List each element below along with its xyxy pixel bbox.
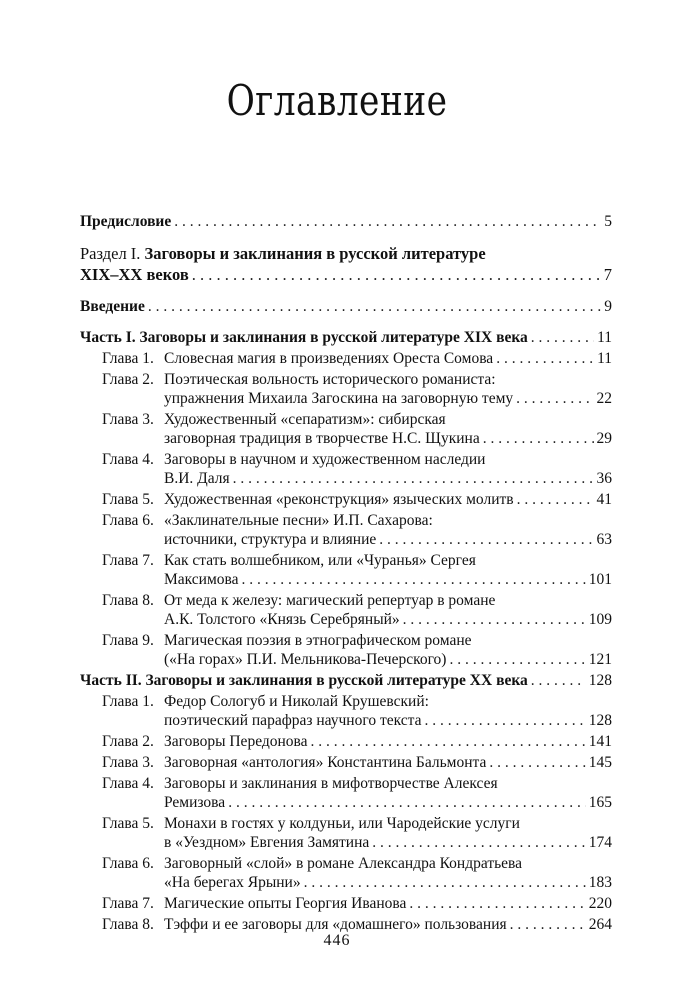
chapter-page: 145 [588, 754, 612, 771]
chapter-page: 11 [597, 350, 612, 367]
chapter-title-line2: Ремизова [164, 794, 226, 811]
leader-dots [174, 212, 601, 231]
chapter-page: 36 [596, 470, 612, 487]
toc-entry-preface[interactable] [80, 212, 612, 231]
leader-dots [449, 650, 585, 669]
chapter-number: Глава 9. [102, 632, 154, 649]
chapter-title-line1: Заговорная «антология» Константина Бальмонта [164, 754, 487, 771]
chapter-title-line2: упражнения Михаила Загоскина на заговорную тему [164, 390, 514, 407]
chapter-page: 29 [596, 430, 612, 447]
toc-chapter-entry[interactable] [80, 692, 612, 730]
section-title-line2: XIX–XX веков [80, 265, 189, 284]
chapter-title-line1: Заговоры Передонова [164, 733, 308, 750]
chapter-page: 109 [588, 611, 612, 628]
chapter-title-line1: Магические опыты Георгия Иванова [164, 895, 407, 912]
chapter-title-line1: Тэффи и ее заговоры для «домашнего» пользования [164, 916, 507, 933]
chapter-title-line2: в «Уездном» Евгения Замятина [164, 834, 370, 851]
chapter-title-line1: Заговорный «слой» в романе Александра Кондратьева [164, 855, 523, 872]
part-2-chapter-list [80, 692, 612, 934]
toc-chapter-entry[interactable] [80, 370, 612, 408]
leader-dots [311, 732, 586, 751]
toc-chapter-entry[interactable] [80, 732, 612, 751]
toc-entry-page: 7 [603, 265, 612, 284]
chapter-number: Глава 7. [102, 552, 154, 569]
chapter-title-line2: В.И. Даля [164, 470, 230, 487]
leader-dots [372, 833, 585, 852]
chapter-title-line2: «На берегах Ярыни» [164, 874, 301, 891]
leader-dots [489, 753, 585, 772]
toc-chapter-entry[interactable] [80, 591, 612, 629]
toc-entry-page: 5 [604, 213, 612, 230]
chapter-number: Глава 4. [102, 775, 154, 792]
chapter-page: 141 [588, 733, 612, 750]
toc-entry-part-1[interactable] [80, 328, 612, 347]
leader-dots [233, 469, 594, 488]
section-title-line1: Заговоры и заклинания в русской литературе [144, 244, 486, 263]
section-prefix: Раздел I. [80, 244, 145, 263]
leader-dots [424, 711, 585, 730]
leader-dots [228, 793, 586, 812]
chapter-title-line1: Как стать волшебником, или «Чуранья» Сергея [164, 552, 476, 569]
chapter-title-line1: «Заклинательные песни» И.П. Сахарова: [164, 512, 433, 529]
leader-dots [496, 349, 594, 368]
chapter-page: 128 [588, 712, 612, 729]
chapter-page: 63 [596, 531, 612, 548]
toc-entry-label: Предисловие [80, 213, 172, 230]
chapter-page: 165 [588, 794, 612, 811]
toc-chapter-entry[interactable] [80, 854, 612, 892]
chapter-number: Глава 8. [102, 916, 154, 933]
toc-chapter-entry[interactable] [80, 511, 612, 549]
toc-chapter-entry[interactable] [80, 551, 612, 589]
page-title: Оглавление [226, 76, 448, 125]
leader-dots [517, 490, 594, 509]
chapter-number: Глава 6. [102, 512, 154, 529]
chapter-title-line1: От меда к железу: магический репертуар в романе [164, 592, 496, 609]
chapter-page: 174 [588, 834, 612, 851]
toc-entry-introduction[interactable] [80, 297, 612, 316]
chapter-number: Глава 8. [102, 592, 154, 609]
chapter-title-line1: Художественная «реконструкция» языческих молитв [164, 491, 514, 508]
toc-chapter-entry[interactable] [80, 774, 612, 812]
chapter-number: Глава 5. [102, 491, 154, 508]
chapter-number: Глава 3. [102, 411, 154, 428]
chapter-page: 101 [588, 571, 612, 588]
chapter-number: Глава 6. [102, 855, 154, 872]
toc-entry-page: 11 [597, 329, 612, 346]
toc-chapter-entry[interactable] [80, 450, 612, 488]
leader-dots [242, 570, 586, 589]
chapter-title-line2: («На горах» П.И. Мельникова-Печерского) [164, 651, 447, 668]
toc-chapter-entry[interactable] [80, 410, 612, 448]
leader-dots [379, 530, 593, 549]
chapter-title-line2: поэтический парафраз научного текста [164, 712, 422, 729]
leader-dots [516, 389, 593, 408]
chapter-number: Глава 1. [102, 693, 154, 710]
chapter-title-line2: заговорная традиция в творчестве Н.С. Щукина [164, 430, 480, 447]
chapter-title-line1: Монахи в гостях у колдуньи, или Чародейские услуги [164, 815, 520, 832]
chapter-title-line1: Заговоры в научном и художественном наследии [164, 451, 486, 468]
chapter-title-line2: источники, структура и влияние [164, 531, 377, 548]
leader-dots [409, 894, 585, 913]
chapter-title-line2: А.К. Толстого «Князь Серебряный» [164, 611, 400, 628]
leader-dots [483, 429, 594, 448]
chapter-title-line1: Магическая поэзия в этнографическом романе [164, 632, 472, 649]
leader-dots [192, 264, 601, 285]
leader-dots [148, 297, 601, 316]
chapter-number: Глава 4. [102, 451, 154, 468]
toc-entry-label: Введение [80, 298, 145, 315]
chapter-title-line1: Поэтическая вольность исторического романиста: [164, 371, 496, 388]
chapter-title-line1: Словесная магия в произведениях Ореста Сомова [164, 350, 494, 367]
leader-dots [531, 671, 586, 690]
toc-chapter-entry[interactable] [80, 814, 612, 852]
chapter-title-line1: Федор Сологуб и Николай Крушевский: [164, 693, 429, 710]
chapter-number: Глава 3. [102, 754, 154, 771]
part-1-chapter-list [80, 349, 612, 669]
chapter-number: Глава 2. [102, 733, 154, 750]
leader-dots [531, 328, 594, 347]
toc-chapter-entry[interactable] [80, 894, 612, 913]
toc-entry-label: Часть II. Заговоры и заклинания в русской литературе XX века [80, 672, 528, 689]
toc-entry-label: Часть I. Заговоры и заклинания в русской литературе XIX века [80, 329, 528, 346]
leader-dots [304, 873, 586, 892]
page-number: 446 [323, 932, 351, 949]
toc-entry-part-2[interactable] [80, 671, 612, 690]
table-of-contents [80, 212, 612, 936]
chapter-number: Глава 2. [102, 371, 154, 388]
chapter-page: 121 [588, 651, 612, 668]
chapter-page: 41 [596, 491, 612, 508]
chapter-number: Глава 1. [102, 350, 154, 367]
toc-chapter-entry[interactable] [80, 349, 612, 368]
toc-entry-page: 9 [604, 298, 612, 315]
chapter-page: 183 [588, 874, 612, 891]
chapter-number: Глава 7. [102, 895, 154, 912]
toc-chapter-entry[interactable] [80, 753, 612, 772]
chapter-title-line1: Художественный «сепаратизм»: сибирская [164, 411, 446, 428]
chapter-page: 220 [588, 895, 612, 912]
toc-chapter-entry[interactable] [80, 631, 612, 669]
toc-entry-page: 128 [588, 672, 612, 689]
chapter-number: Глава 5. [102, 815, 154, 832]
toc-entry-section-1[interactable] [80, 243, 612, 285]
leader-dots [403, 610, 586, 629]
chapter-page: 264 [588, 916, 612, 933]
chapter-title-line1: Заговоры и заклинания в мифотворчестве Алексея [164, 775, 498, 792]
toc-chapter-entry[interactable] [80, 490, 612, 509]
chapter-title-line2: Максимова [164, 571, 239, 588]
chapter-page: 22 [596, 390, 612, 407]
